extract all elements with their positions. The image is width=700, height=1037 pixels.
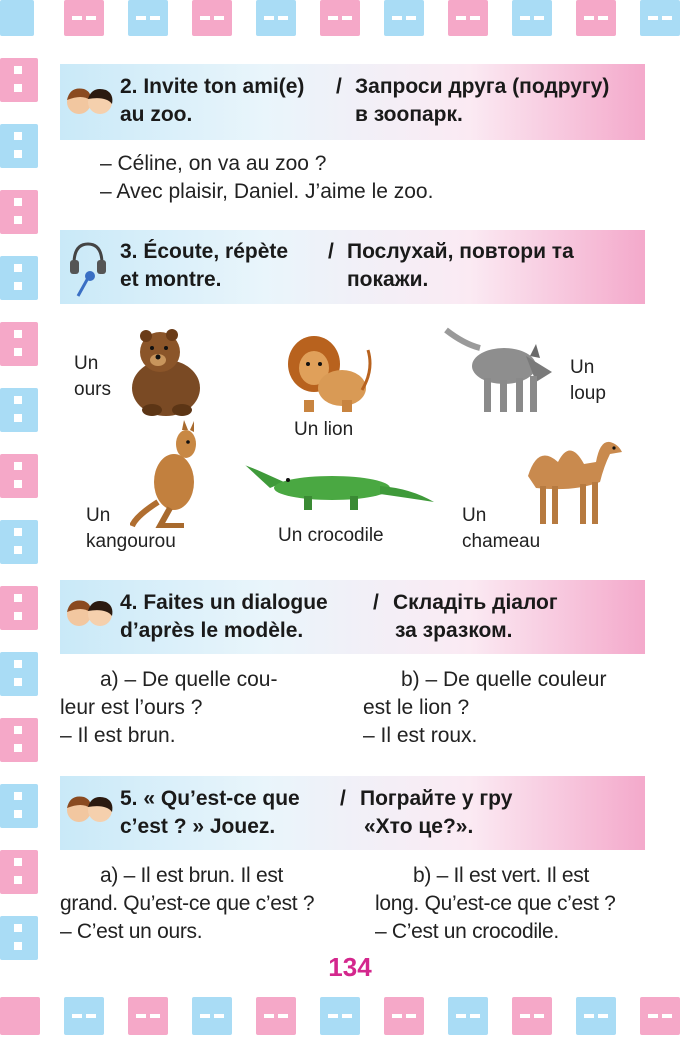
- separator: /: [336, 75, 342, 98]
- exercise-5-column-b: [375, 862, 647, 946]
- dialogue-line: est le lion ?: [363, 696, 470, 719]
- separator: /: [328, 240, 334, 263]
- exercise-3-title-uk-2: покажи.: [347, 268, 429, 291]
- top-border: [0, 0, 700, 44]
- kids-icon: [62, 82, 116, 122]
- dialogue-line: a) – Il est brun. Il est: [100, 864, 284, 887]
- exercise-4-header: [60, 580, 645, 654]
- lion-label: Un lion: [294, 419, 354, 440]
- exercise-4-title-fr-2: d’après le modèle.: [120, 619, 304, 642]
- exercise-2-title-uk-2: в зоопарк.: [355, 103, 463, 126]
- kids-icon: [62, 594, 116, 634]
- exercise-4-column-a: [60, 666, 328, 750]
- kangaroo-illustration: [130, 420, 214, 528]
- exercise-2-title-fr-1: 2. Invite ton ami(e): [120, 75, 305, 98]
- exercise-5-title-fr-2: c’est ? » Jouez.: [120, 815, 276, 838]
- dialogue-line: – Il est roux.: [363, 724, 478, 747]
- bear-illustration: [122, 326, 206, 418]
- left-border: [0, 44, 40, 993]
- exercise-2-header: [60, 64, 645, 140]
- crocodile-label: Un crocodile: [278, 525, 384, 546]
- wolf-label-noun: loup: [570, 383, 606, 404]
- exercise-5-column-a: [60, 862, 350, 946]
- exercise-5-title-fr-1: 5. « Qu’est-ce que: [120, 787, 300, 810]
- lion-illustration: [284, 330, 374, 414]
- bottom-border: [0, 993, 700, 1037]
- exercise-2-title-fr-2: au zoo.: [120, 103, 193, 126]
- camel-label-article: Un: [462, 505, 487, 526]
- exercise-4-title-uk-2: за зразком.: [395, 619, 513, 642]
- dialogue-line: grand. Qu’est-ce que c’est ?: [60, 892, 315, 915]
- separator: /: [373, 591, 379, 614]
- dialogue-line: long. Qu’est-ce que c’est ?: [375, 892, 616, 915]
- exercise-4-title-fr-1: 4. Faites un dialogue: [120, 591, 328, 614]
- exercise-5-title-uk-1: Пограйте у гру: [360, 787, 513, 810]
- dialogue-line: – C’est un ours.: [60, 920, 203, 943]
- kids-icon: [62, 790, 116, 830]
- dialogue-line: – Il est brun.: [60, 724, 176, 747]
- kangaroo-label-article: Un: [86, 505, 111, 526]
- exercise-5-header: [60, 776, 645, 850]
- wolf-illustration: [444, 326, 560, 418]
- dialogue-line: – C’est un crocodile.: [375, 920, 559, 943]
- dialogue-line: b) – De quelle couleur: [401, 668, 607, 691]
- page-number: 134: [328, 952, 372, 982]
- exercise-4-title-uk-1: Складіть діалог: [393, 591, 558, 614]
- exercise-4-column-b: [363, 666, 645, 750]
- exercise-2-title-uk-1: Запроси друга (подругу): [355, 75, 610, 98]
- bear-label-article: Un: [74, 353, 99, 374]
- crocodile-illustration: [240, 458, 436, 514]
- exercise-3-title-uk-1: Послухай, повтори та: [347, 240, 574, 263]
- kangaroo-label-noun: kangourou: [86, 531, 176, 552]
- dialogue-line: – Avec plaisir, Daniel. J’aime le zoo.: [100, 180, 434, 203]
- exercise-3-header: [60, 230, 645, 304]
- separator: /: [340, 787, 346, 810]
- headphones-microphone-icon: [68, 238, 108, 298]
- dialogue-line: a) – De quelle cou-: [100, 668, 278, 691]
- dialogue-line: b) – Il est vert. Il est: [413, 864, 590, 887]
- camel-label-noun: chameau: [462, 531, 541, 552]
- exercise-5-title-uk-2: «Хто це?».: [364, 815, 474, 838]
- dialogue-line: leur est l’ours ?: [60, 696, 203, 719]
- exercise-3-title-fr-1: 3. Écoute, répète: [120, 240, 289, 263]
- bear-label-noun: ours: [74, 379, 111, 400]
- wolf-label-article: Un: [570, 357, 595, 378]
- exercise-3-title-fr-2: et montre.: [120, 268, 222, 291]
- camel-illustration: [514, 430, 626, 526]
- dialogue-line: – Céline, on va au zoo ?: [100, 152, 327, 175]
